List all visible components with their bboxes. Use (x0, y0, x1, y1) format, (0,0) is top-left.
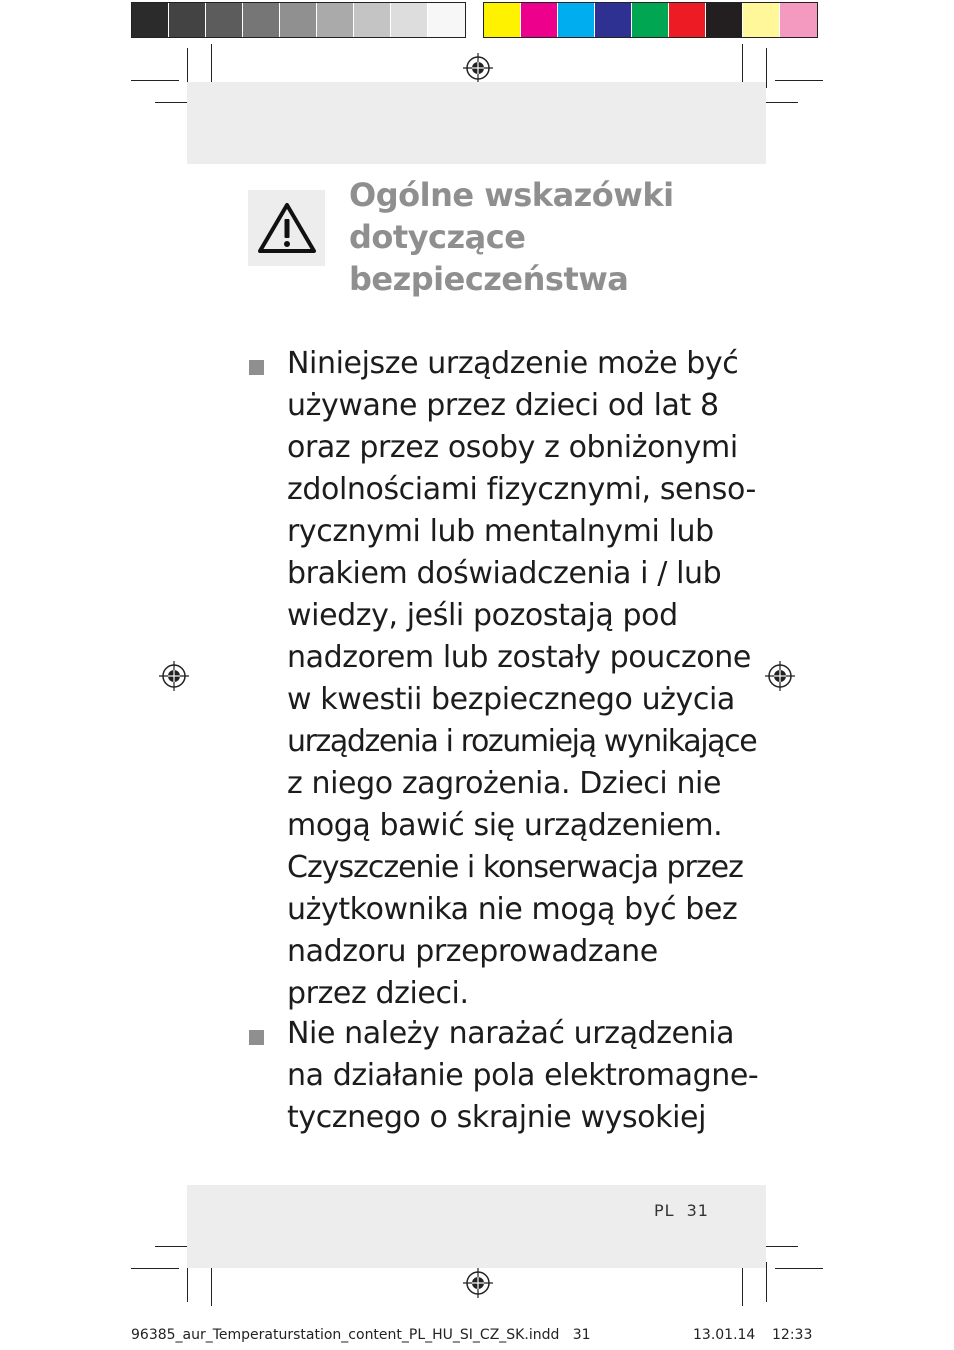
color-swatch (521, 3, 558, 37)
text-line: nadzorem lub zostały pouczone (287, 640, 751, 675)
text-line: na działanie pola elektromagne- (287, 1058, 759, 1093)
color-swatch (706, 3, 743, 37)
text-line: oraz przez osoby z obniżonymi (287, 430, 738, 465)
text-line: mogą bawić się urządzeniem. (287, 808, 723, 843)
crop-mark (766, 48, 767, 88)
color-swatch (632, 3, 669, 37)
heading-line: Ogólne wskazówki (349, 176, 674, 214)
heading-line: dotyczące (349, 218, 526, 256)
slug-date: 13.01.14 (693, 1327, 756, 1343)
color-swatch (317, 3, 354, 37)
color-swatch (243, 3, 280, 37)
crop-mark (775, 80, 823, 81)
list-item (287, 343, 757, 1015)
text-line: nadzoru przeprowadzane (287, 934, 658, 969)
color-swatch (780, 3, 817, 37)
slug-time: 12:33 (772, 1327, 813, 1343)
language-code: PL (654, 1201, 675, 1220)
bullet-square (249, 360, 264, 375)
bullet-square (249, 1030, 264, 1045)
text-line: Czyszczenie i konserwacja przez (287, 850, 743, 885)
text-line: rycznymi lub mentalnymi lub (287, 514, 714, 549)
text-line: wiedzy, jeśli pozostają pod (287, 598, 678, 633)
crop-mark (131, 1268, 179, 1269)
color-swatch (391, 3, 428, 37)
text-line: w kwestii bezpiecznego użycia (287, 682, 735, 717)
registration-mark-icon (159, 661, 189, 691)
text-line: Nie należy narażać urządzenia (287, 1016, 735, 1051)
warning-triangle-icon (256, 201, 318, 255)
header-band (187, 82, 766, 164)
text-line: używane przez dzieci od lat 8 (287, 388, 719, 423)
color-calibration-bar (483, 2, 818, 38)
crop-mark (775, 1268, 823, 1269)
crop-mark (742, 1262, 743, 1306)
text-line: użytkownika nie mogą być bez (287, 892, 738, 927)
page-footer (654, 1201, 709, 1220)
warning-box (248, 190, 325, 266)
text-line: urządzenia i rozumieją wynikające (287, 724, 757, 759)
registration-mark-icon (463, 1268, 493, 1298)
crop-mark (131, 80, 179, 81)
text-line: Niniejsze urządzenie może być (287, 346, 739, 381)
registration-mark-icon (463, 53, 493, 83)
section-heading (349, 174, 729, 300)
slug-filename: 96385_aur_Temperaturstation_content_PL_HU_SI_CZ_SK.indd 31 (131, 1327, 591, 1343)
grayscale-calibration-bar (131, 2, 466, 38)
color-swatch (354, 3, 391, 37)
heading-line: bezpieczeństwa (349, 260, 629, 298)
color-swatch (558, 3, 595, 37)
crop-mark (211, 1262, 212, 1306)
text-line: z niego zagrożenia. Dzieci nie (287, 766, 722, 801)
text-line: zdolnościami fizycznymi, senso- (287, 472, 756, 507)
footer-band (187, 1185, 766, 1268)
page-number: 31 (686, 1201, 709, 1220)
crop-mark (766, 1262, 767, 1302)
text-line: tycznego o skrajnie wysokiej (287, 1100, 707, 1135)
color-swatch (669, 3, 706, 37)
color-swatch (743, 3, 780, 37)
color-swatch (280, 3, 317, 37)
color-swatch (595, 3, 632, 37)
crop-mark (187, 1262, 188, 1302)
registration-mark-icon (765, 661, 795, 691)
text-line: przez dzieci. (287, 976, 469, 1011)
color-swatch (484, 3, 521, 37)
text-line: brakiem doświadczenia i / lub (287, 556, 722, 591)
color-swatch (206, 3, 243, 37)
list-item (287, 1013, 759, 1139)
color-swatch (169, 3, 206, 37)
color-swatch (428, 3, 465, 37)
color-swatch (132, 3, 169, 37)
